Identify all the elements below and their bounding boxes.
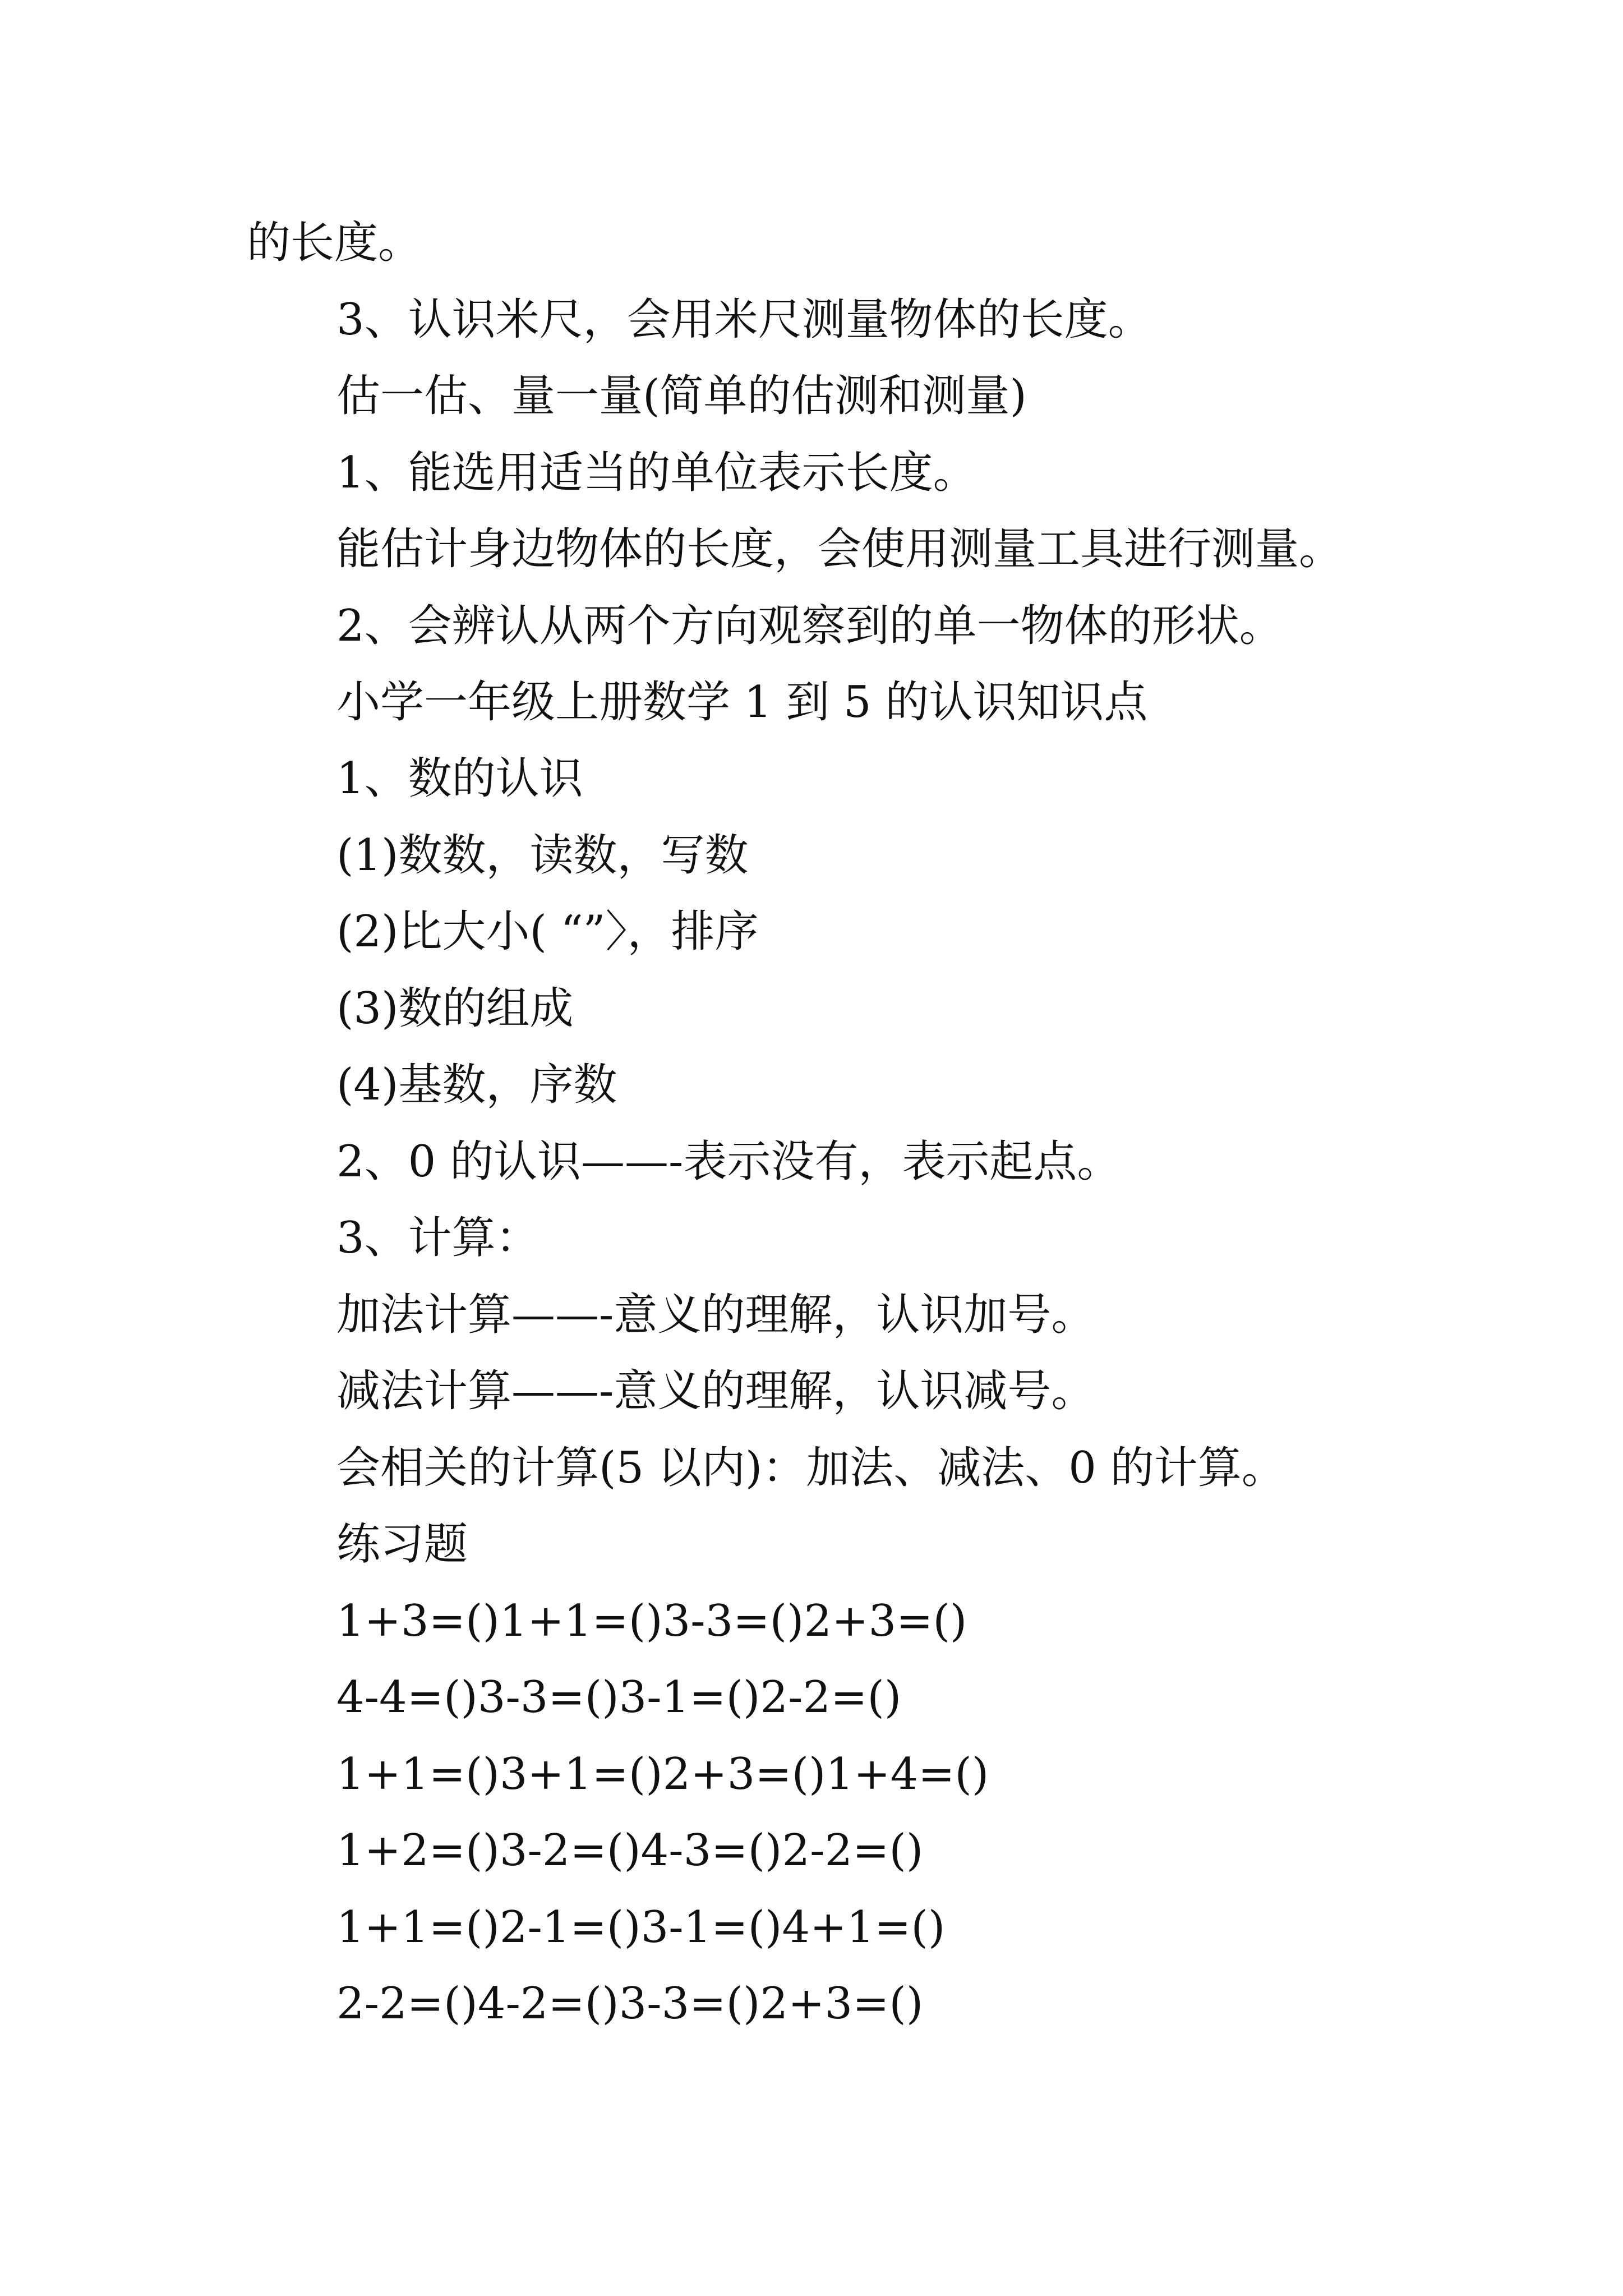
text-line-subtraction: 减法计算——-意义的理解，认识减号。 xyxy=(336,1366,1095,1416)
exercise-row: 1+1=()3+1=()2+3=()1+4=() xyxy=(336,1749,989,1800)
text-line-related-calc: 会相关的计算(5 以内)：加法、减法、0 的计算。 xyxy=(336,1443,1285,1493)
text-line-units: 1、能选用适当的单位表示长度。 xyxy=(336,448,977,498)
text-line-continuation: 的长度。 xyxy=(247,218,422,268)
section-heading-estimate-measure: 估一估、量一量(简单的估测和测量) xyxy=(336,371,1027,421)
text-line-addition: 加法计算——-意义的理解，认识加号。 xyxy=(336,1290,1095,1340)
text-line-ruler-measure: 3、认识米尺，会用米尺测量物体的长度。 xyxy=(336,295,1152,345)
text-line-number-recognition: 1、数的认识 xyxy=(336,753,583,804)
exercise-row: 1+1=()2-1=()3-1=()4+1=() xyxy=(336,1902,946,1953)
exercise-row: 1+3=()1+1=()3-3=()2+3=() xyxy=(336,1596,967,1646)
text-line-calculation: 3、计算： xyxy=(336,1213,540,1263)
text-line-compare: (2)比大小( “”〉，排序 xyxy=(336,907,759,957)
exercise-row: 1+2=()3-2=()4-3=()2-2=() xyxy=(336,1825,924,1876)
section-heading-exercises: 练习题 xyxy=(336,1519,468,1570)
text-line-zero: 2、0 的认识——-表示没有，表示起点。 xyxy=(336,1137,1121,1187)
text-line-observe-shape: 2、会辨认从两个方向观察到的单一物体的形状。 xyxy=(336,601,1283,651)
text-line-composition: (3)数的组成 xyxy=(336,983,574,1034)
exercise-row: 4-4=()3-3=()3-1=()2-2=() xyxy=(336,1672,902,1723)
text-line-cardinal-ordinal: (4)基数，序数 xyxy=(336,1060,617,1110)
text-line-counting: (1)数数，读数，写数 xyxy=(336,830,749,881)
text-line-estimate-length: 能估计身边物体的长度，会使用测量工具进行测量。 xyxy=(336,524,1343,574)
section-heading-1-to-5: 小学一年级上册数学 1 到 5 的认识知识点 xyxy=(336,677,1148,728)
exercise-row: 2-2=()4-2=()3-3=()2+3=() xyxy=(336,1978,924,2029)
